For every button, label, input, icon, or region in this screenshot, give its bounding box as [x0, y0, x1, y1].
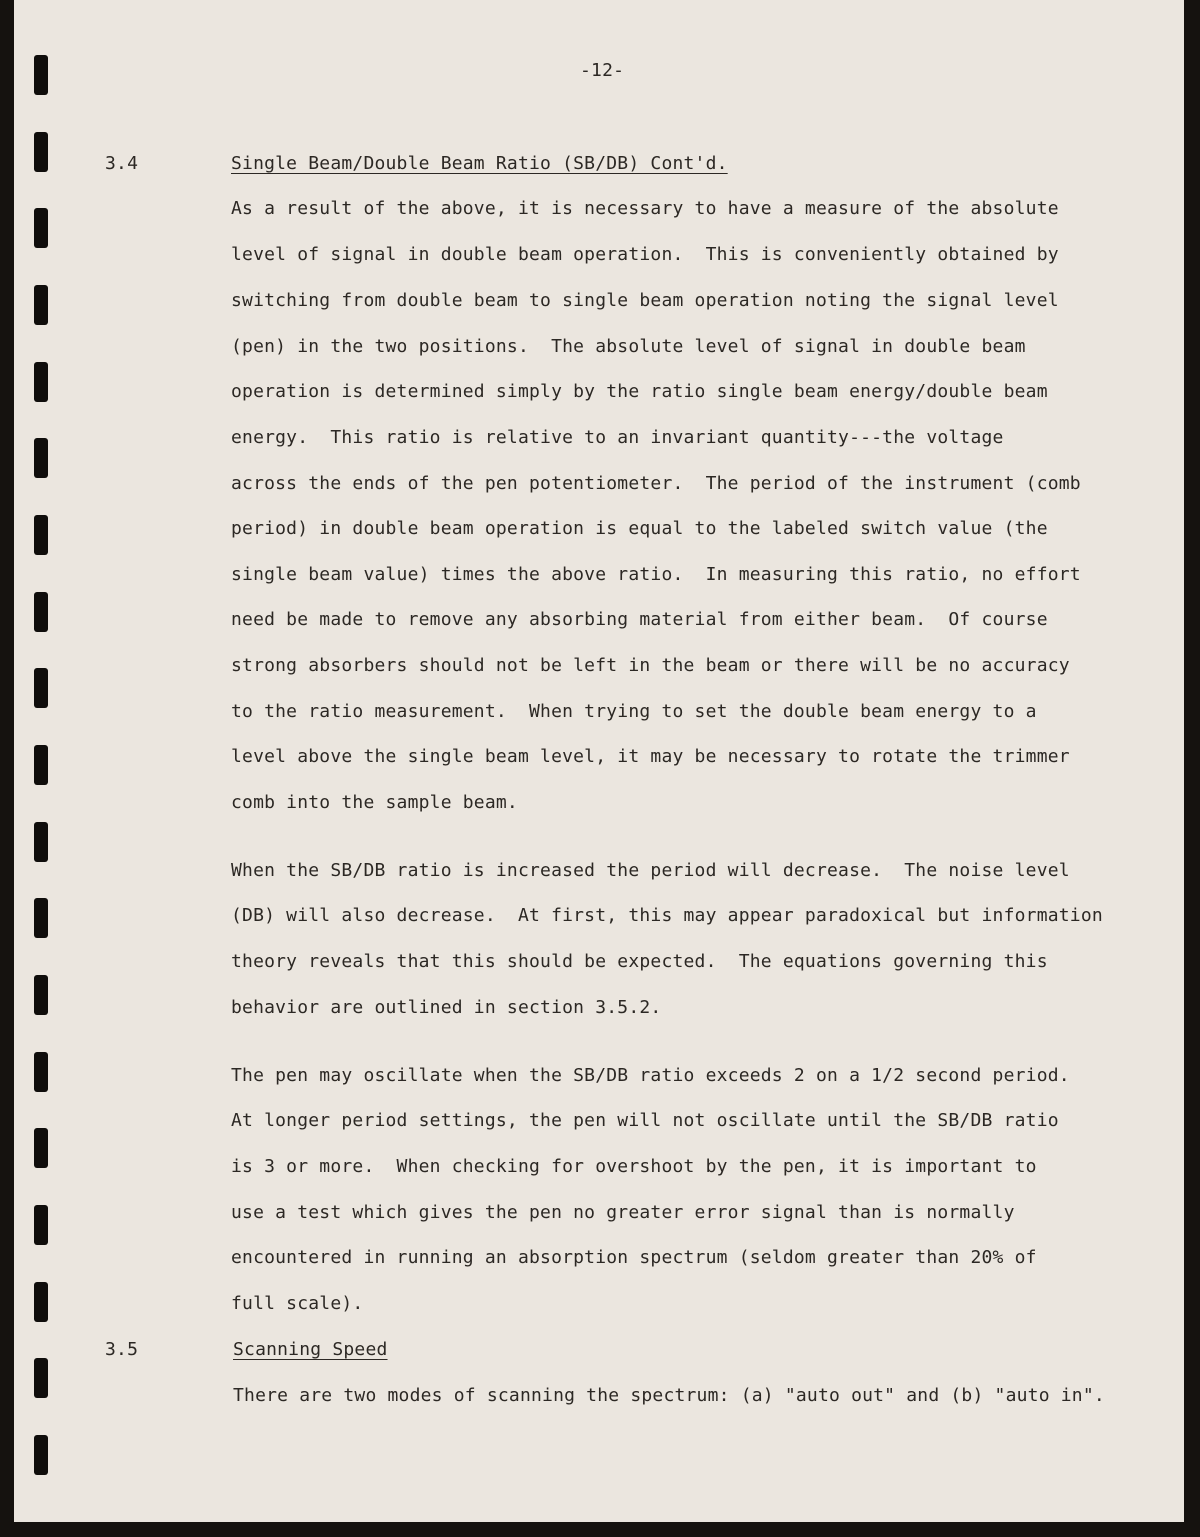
punch-hole — [34, 1358, 48, 1398]
text-line: use a test which gives the pen no greater error signal than is normally — [231, 1202, 1015, 1223]
section-heading: Scanning Speed — [233, 1339, 388, 1360]
text-line: is 3 or more. When checking for overshoot by the pen, it is important to — [231, 1156, 1037, 1177]
text-line: As a result of the above, it is necessary to have a measure of the absolute — [231, 198, 1059, 219]
punch-hole — [34, 1052, 48, 1092]
punch-hole — [34, 515, 48, 555]
text-line: comb into the sample beam. — [231, 792, 518, 813]
text-line: level above the single beam level, it may be necessary to rotate the trimmer — [231, 746, 1070, 767]
text-line: encountered in running an absorption spectrum (seldom greater than 20% of — [231, 1247, 1037, 1268]
section-number: 3.4 — [105, 153, 139, 174]
text-line: (pen) in the two positions. The absolute level of signal in double beam — [231, 336, 1026, 357]
text-line: level of signal in double beam operation. This is conveniently obtained by — [231, 244, 1059, 265]
punch-hole — [34, 745, 48, 785]
text-line: When the SB/DB ratio is increased the period will decrease. The noise level — [231, 860, 1070, 881]
page-number: -12- — [580, 60, 625, 81]
text-line: At longer period settings, the pen will not oscillate until the SB/DB ratio — [231, 1110, 1059, 1131]
punch-hole — [34, 1282, 48, 1322]
section-number: 3.5 — [105, 1339, 139, 1360]
text-line: strong absorbers should not be left in the beam or there will be no accuracy — [231, 655, 1070, 676]
punch-hole — [34, 208, 48, 248]
punch-hole — [34, 975, 48, 1015]
text-line: energy. This ratio is relative to an invariant quantity---the voltage — [231, 427, 1004, 448]
text-line: behavior are outlined in section 3.5.2. — [231, 997, 662, 1018]
text-line: switching from double beam to single beam operation noting the signal level — [231, 290, 1059, 311]
text-line: need be made to remove any absorbing material from either beam. Of course — [231, 609, 1048, 630]
text-line: The pen may oscillate when the SB/DB ratio exceeds 2 on a 1/2 second period. — [231, 1065, 1070, 1086]
punch-hole — [34, 668, 48, 708]
punch-hole — [34, 438, 48, 478]
punch-hole — [34, 1205, 48, 1245]
text-line: There are two modes of scanning the spectrum: (a) "auto out" and (b) "auto in". — [233, 1385, 1105, 1406]
punch-hole — [34, 1435, 48, 1475]
text-line: period) in double beam operation is equal to the labeled switch value (the — [231, 518, 1048, 539]
section-heading: Single Beam/Double Beam Ratio (SB/DB) Cont'd. — [231, 153, 728, 174]
punch-hole — [34, 55, 48, 95]
text-line: operation is determined simply by the ratio single beam energy/double beam — [231, 381, 1048, 402]
punch-hole — [34, 822, 48, 862]
punch-hole — [34, 898, 48, 938]
text-line: theory reveals that this should be expected. The equations governing this — [231, 951, 1048, 972]
text-line: (DB) will also decrease. At first, this may appear paradoxical but information — [231, 905, 1103, 926]
text-line: full scale). — [231, 1293, 364, 1314]
punch-hole — [34, 285, 48, 325]
punch-hole — [34, 592, 48, 632]
text-line: single beam value) times the above ratio. In measuring this ratio, no effort — [231, 564, 1081, 585]
punch-hole — [34, 132, 48, 172]
punch-hole — [34, 362, 48, 402]
document-page — [14, 0, 1184, 1522]
text-line: across the ends of the pen potentiometer. The period of the instrument (comb — [231, 473, 1081, 494]
punch-hole — [34, 1128, 48, 1168]
text-line: to the ratio measurement. When trying to set the double beam energy to a — [231, 701, 1037, 722]
